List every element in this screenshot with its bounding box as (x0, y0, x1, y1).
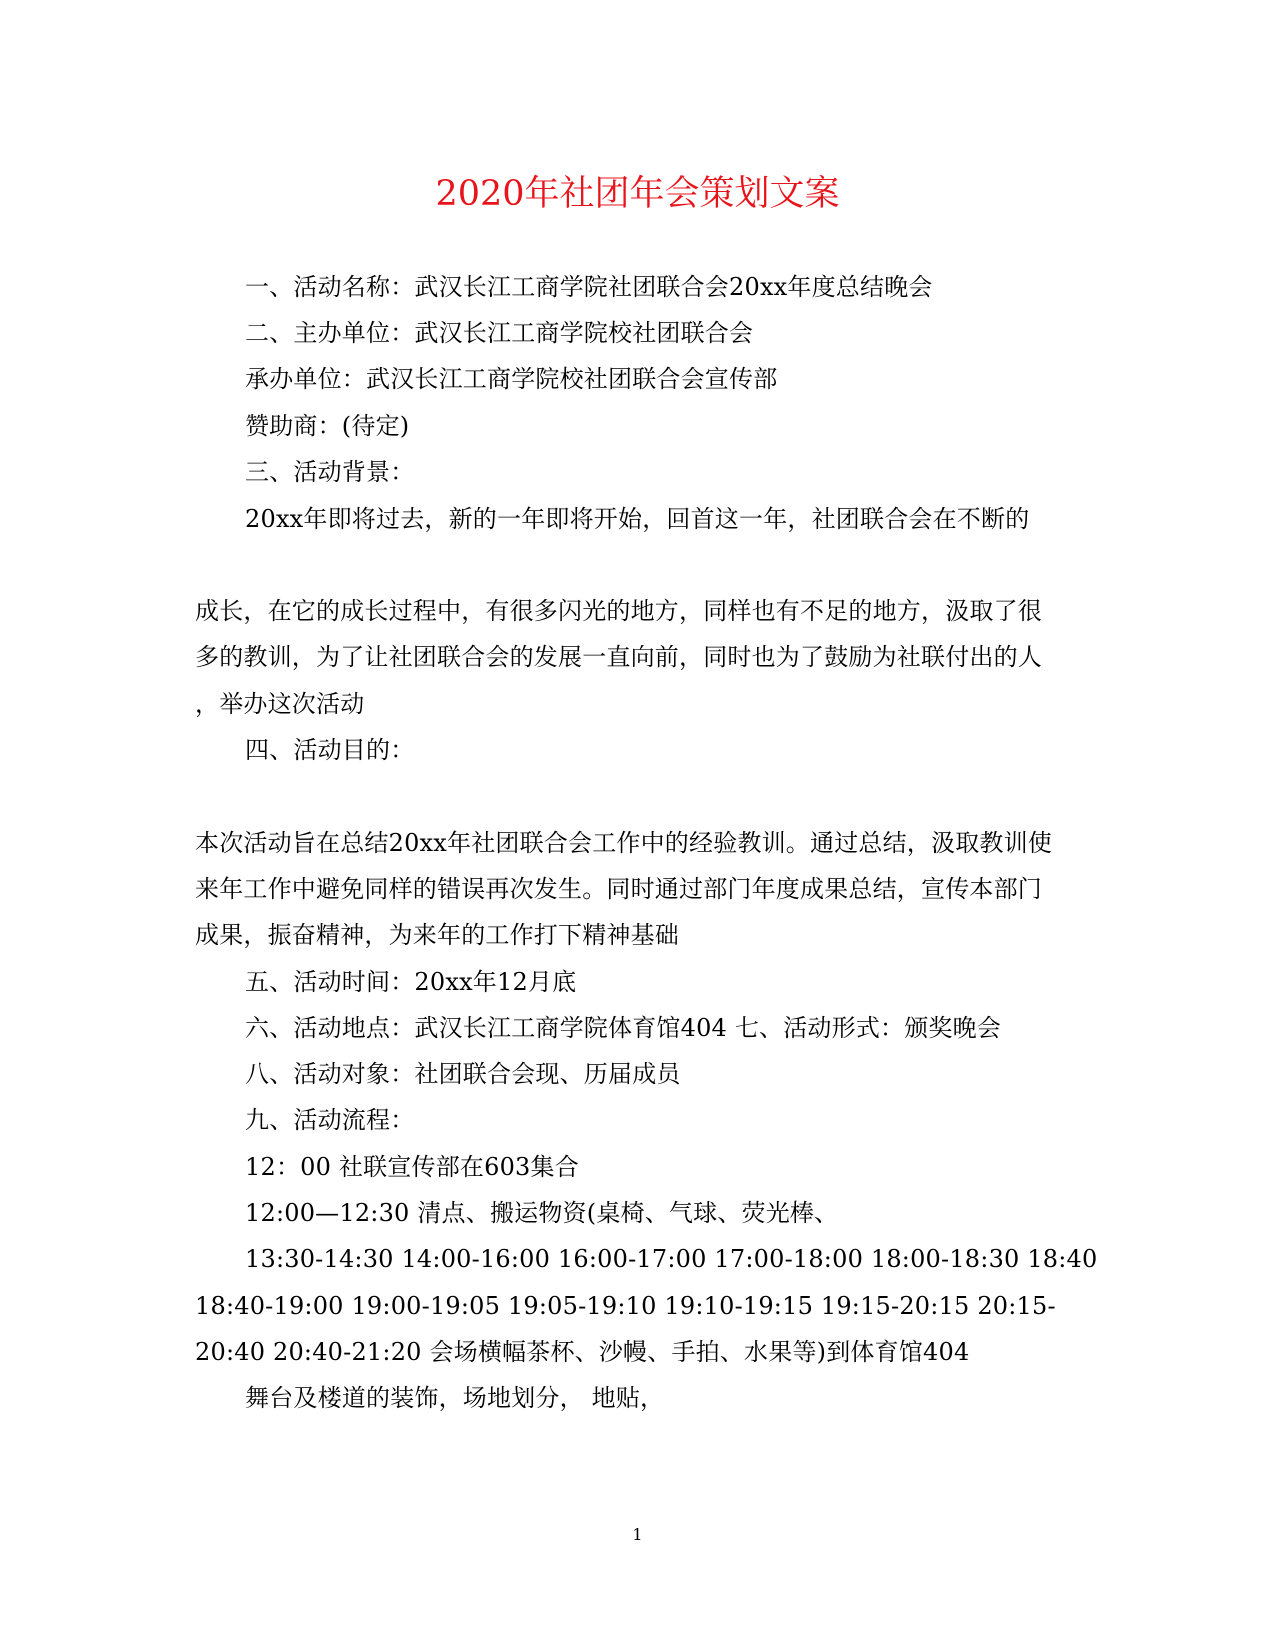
text-line-purpose-3: 成果，振奋精神，为来年的工作打下精神基础 (195, 921, 679, 949)
text-line-process-heading: 九、活动流程： (245, 1106, 415, 1134)
document-title: 2020年社团年会策划文案 (435, 174, 840, 214)
text-line-process-times-2: 18:40-19:00 19:00-19:05 19:05-19:10 19:10-19:15 19:15-20:15 20:15- (195, 1292, 1056, 1320)
text-line-location: 六、活动地点：武汉长江工商学院体育馆404 七、活动形式：颁奖晚会 (245, 1014, 1002, 1042)
text-line-activity-name: 一、活动名称：武汉长江工商学院社团联合会20xx年度总结晚会 (245, 273, 933, 301)
text-line-process-times-1: 13:30-14:30 14:00-16:00 16:00-17:00 17:00-18:00 18:00-18:30 18:40 (245, 1245, 1098, 1273)
text-line-co-organizer: 承办单位：武汉长江工商学院校社团联合会宣传部 (245, 365, 778, 393)
text-line-process-2: 12:00—12:30 清点、搬运物资(桌椅、气球、荧光棒、 (245, 1199, 839, 1227)
page-number: 1 (632, 1525, 643, 1544)
text-line-audience: 八、活动对象：社团联合会现、历届成员 (245, 1060, 681, 1088)
text-line-process-times-3: 20:40 20:40-21:20 会场横幅茶杯、沙幔、手拍、水果等)到体育馆404 (195, 1338, 970, 1366)
text-line-process-1: 12：00 社联宣传部在603集合 (245, 1153, 579, 1181)
text-line-purpose-heading: 四、活动目的： (245, 736, 415, 764)
text-line-background-heading: 三、活动背景： (245, 458, 415, 486)
text-line-background-4: ，举办这次活动 (195, 690, 365, 718)
text-line-purpose-1: 本次活动旨在总结20xx年社团联合会工作中的经验教训。通过总结，汲取教训使 (195, 829, 1053, 857)
text-line-decoration: 舞台及楼道的装饰，场地划分， 地贴， (245, 1384, 665, 1412)
text-line-background-2: 成长，在它的成长过程中，有很多闪光的地方，同样也有不足的地方，汲取了很 (195, 597, 1042, 625)
text-line-purpose-2: 来年工作中避免同样的错误再次发生。同时通过部门年度成果总结，宣传本部门 (195, 875, 1042, 903)
text-line-time: 五、活动时间：20xx年12月底 (245, 968, 577, 996)
text-line-sponsor: 赞助商：(待定) (245, 412, 410, 440)
text-line-background-1: 20xx年即将过去，新的一年即将开始，回首这一年，社团联合会在不断的 (245, 505, 1030, 533)
text-line-background-3: 多的教训，为了让社团联合会的发展一直向前，同时也为了鼓励为社联付出的人 (195, 643, 1042, 671)
text-line-organizer: 二、主办单位：武汉长江工商学院校社团联合会 (245, 319, 754, 347)
